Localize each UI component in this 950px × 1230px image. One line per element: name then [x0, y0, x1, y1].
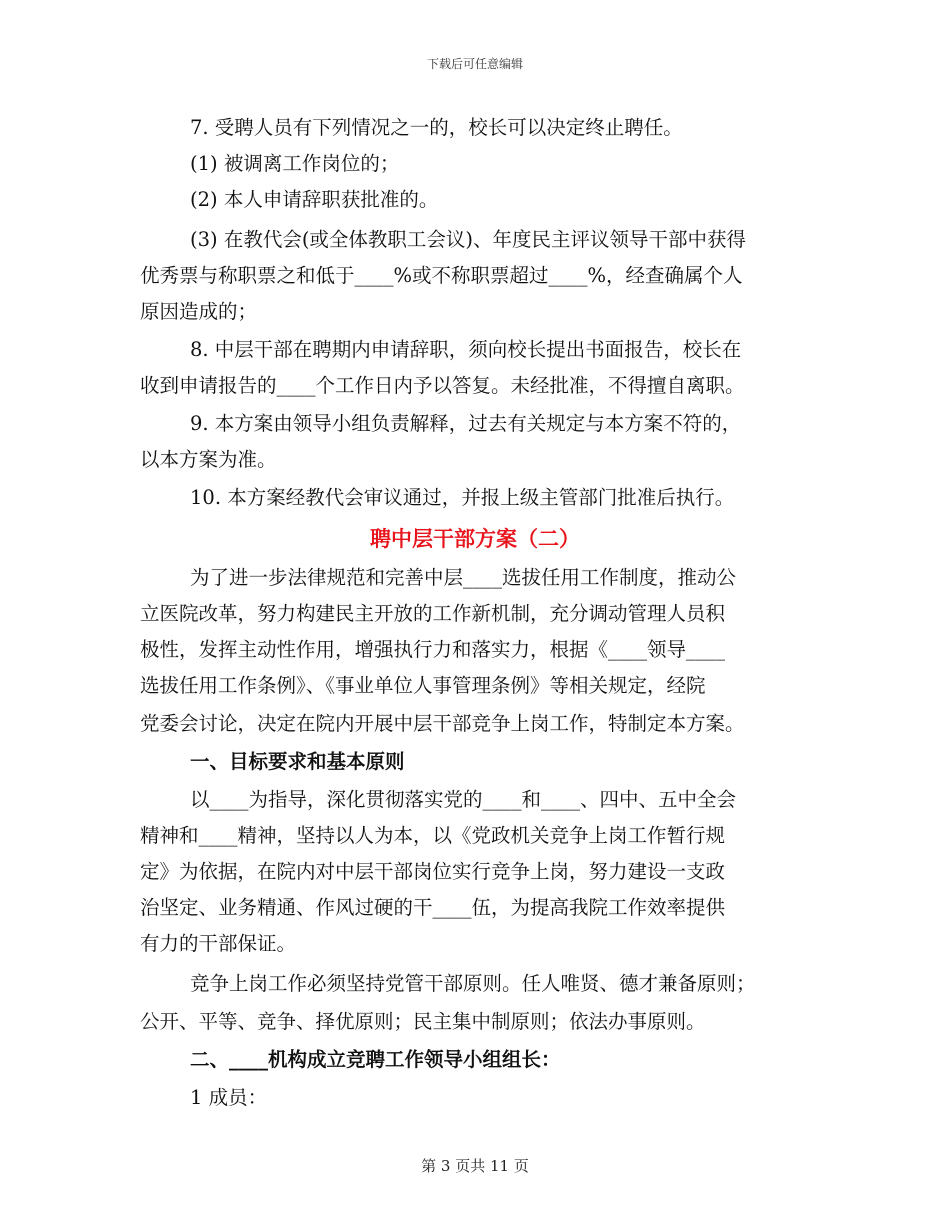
paragraph-line: 以____为指导，深化贯彻落实党的____和____、四中、五中全会: [190, 788, 737, 811]
section-heading: 一、目标要求和基本原则: [190, 750, 405, 773]
paragraph-line: 治坚定、业务精通、作风过硬的干____伍，为提高我院工作效率提供: [140, 896, 726, 919]
paragraph-line: 以本方案为准。: [140, 448, 277, 471]
paragraph-line: 选拔任用工作条例》、《事业单位人事管理条例》等相关规定，经院: [140, 674, 706, 697]
paragraph-line: 8. 中层干部在聘期内申请辞职，须向校长提出书面报告，校长在: [190, 338, 742, 361]
page-header: 下载后可任意编辑: [426, 57, 523, 71]
paragraph-line: 优秀票与称职票之和低于____%或不称职票超过____%，经查确属个人: [140, 264, 743, 287]
paragraph-line: 党委会讨论，决定在院内开展中层干部竞争上岗工作，特制定本方案。: [140, 712, 745, 735]
paragraph-line: 竞争上岗工作必须坚持党管干部原则。任人唯贤、德才兼备原则；: [190, 972, 756, 995]
page-footer: 第 3 页共 11 页: [421, 1157, 529, 1175]
paragraph-line: 公开、平等、竞争、择优原则；民主集中制原则；依法办事原则。: [140, 1010, 706, 1033]
paragraph-line: 极性，发挥主动性作用，增强执行力和落实力，根据《____领导____: [140, 638, 726, 661]
paragraph-line: 1 成员：: [190, 1086, 268, 1109]
section-heading: 二、____机构成立竞聘工作领导小组组长：: [190, 1048, 561, 1071]
paragraph-line: 9. 本方案由领导小组负责解释，过去有关规定与本方案不符的，: [190, 412, 742, 435]
paragraph-line: 收到申请报告的____个工作日内予以答复。未经批准，不得擅自离职。: [140, 374, 745, 397]
paragraph-line: 10. 本方案经教代会审议通过，并报上级主管部门批准后执行。: [190, 486, 735, 509]
section-title: 聘中层干部方案（二）: [370, 527, 580, 551]
paragraph-line: 原因造成的；: [140, 300, 258, 323]
paragraph-line: 7. 受聘人员有下列情况之一的，校长可以决定终止聘任。: [190, 116, 683, 139]
paragraph-line: (2) 本人申请辞职获批准的。: [190, 188, 439, 211]
paragraph-line: 定》为依据，在院内对中层干部岗位实行竞争上岗，努力建设一支政: [140, 860, 726, 883]
paragraph-line: 为了进一步法律规范和完善中层____选拔任用工作制度，推动公: [190, 566, 737, 589]
paragraph-line: 有力的干部保证。: [140, 932, 297, 955]
paragraph-line: 精神和____精神，坚持以人为本，以《党政机关竞争上岗工作暂行规: [140, 824, 726, 847]
paragraph-line: (1) 被调离工作岗位的；: [190, 152, 400, 175]
paragraph-line: (3) 在教代会(或全体教职工会议)、年度民主评议领导干部中获得: [190, 228, 747, 251]
paragraph-line: 立医院改革，努力构建民主开放的工作新机制，充分调动管理人员积: [140, 602, 726, 625]
